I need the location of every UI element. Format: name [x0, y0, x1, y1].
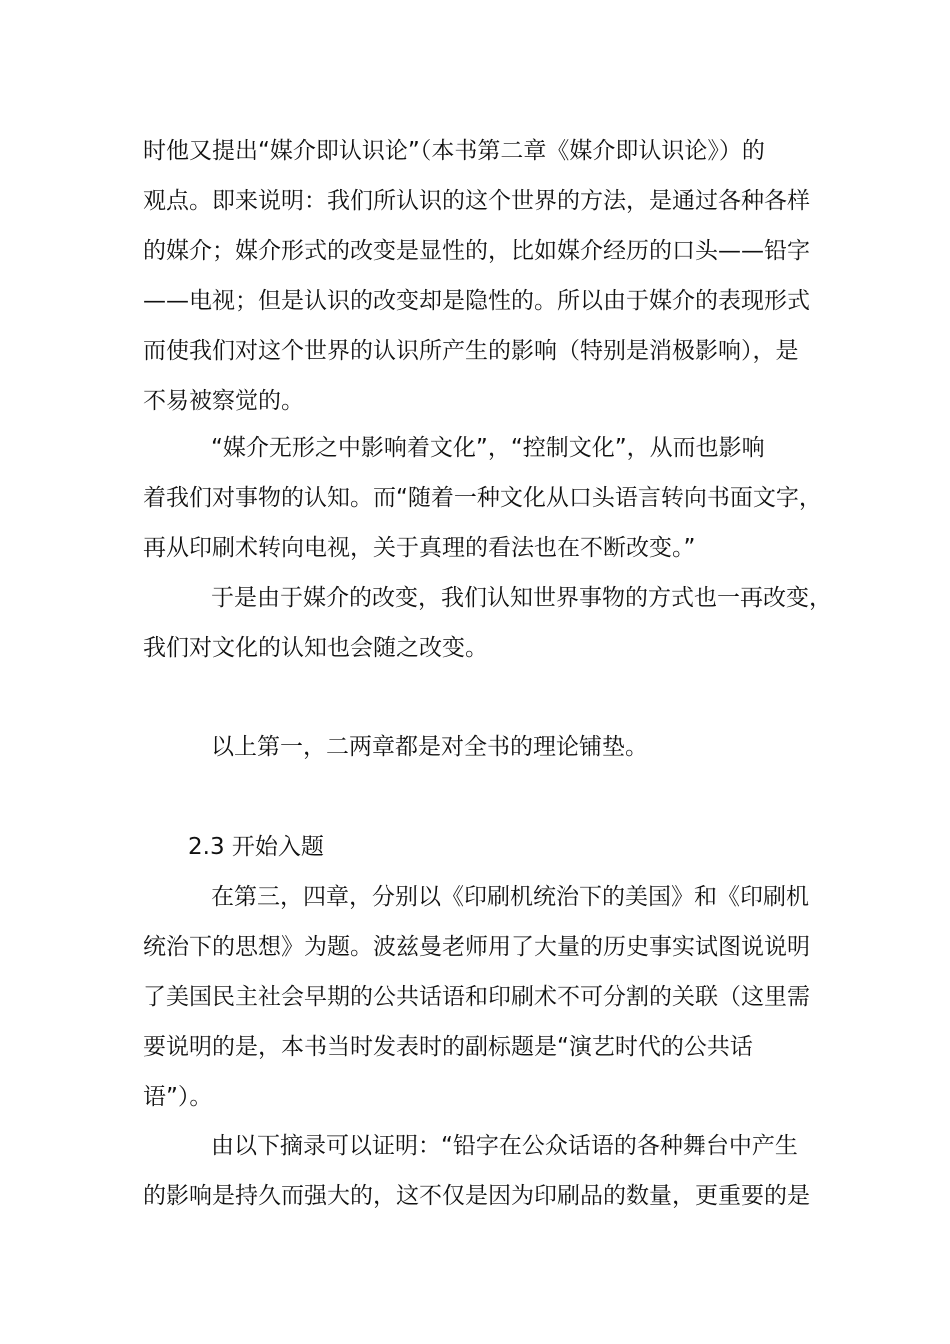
text-line: 而使我们对这个世界的认识所产生的影响（特别是消极影响），是: [143, 338, 799, 364]
text-line: 以上第一，二两章都是对全书的理论铺垫。: [211, 734, 648, 760]
section-heading: 2.3 开始入题: [188, 834, 324, 860]
text-line: 语”）。: [143, 1084, 213, 1110]
text-line: 的媒介；媒介形式的改变是显性的，比如媒介经历的口头——铅字: [143, 238, 810, 264]
text-line: 我们对文化的认知也会随之改变。: [143, 635, 488, 661]
text-line: 着我们对事物的认知。而“随着一种文化从口头语言转向书面文字，: [143, 485, 822, 511]
text-line: 再从印刷术转向电视，关于真理的看法也在不断改变。”: [143, 535, 696, 561]
text-line: 了美国民主社会早期的公共话语和印刷术不可分割的关联（这里需: [143, 984, 810, 1010]
text-line: 在第三，四章，分别以《印刷机统治下的美国》和《印刷机: [211, 884, 809, 910]
text-line: ——电视；但是认识的改变却是隐性的。所以由于媒介的表现形式: [143, 288, 810, 314]
text-line: 不易被察觉的。: [143, 388, 304, 414]
text-line: 的影响是持久而强大的，这不仅是因为印刷品的数量，更重要的是: [143, 1183, 810, 1209]
text-line: 时他又提出“媒介即认识论”（本书第二章《媒介即认识论》）的: [143, 138, 765, 164]
text-line: 于是由于媒介的改变，我们认知世界事物的方式也一再改变，: [211, 585, 832, 611]
text-line: 统治下的思想》为题。波兹曼老师用了大量的历史事实试图说说明: [143, 934, 810, 960]
text-line: 观点。即来说明：我们所认识的这个世界的方法，是通过各种各样: [143, 188, 810, 214]
text-line: “媒介无形之中影响着文化”，“控制文化”，从而也影响: [211, 435, 765, 461]
text-line: 要说明的是，本书当时发表时的副标题是“演艺时代的公共话: [143, 1034, 753, 1060]
text-line: 由以下摘录可以证明：“铅字在公众话语的各种舞台中产生: [211, 1133, 798, 1159]
